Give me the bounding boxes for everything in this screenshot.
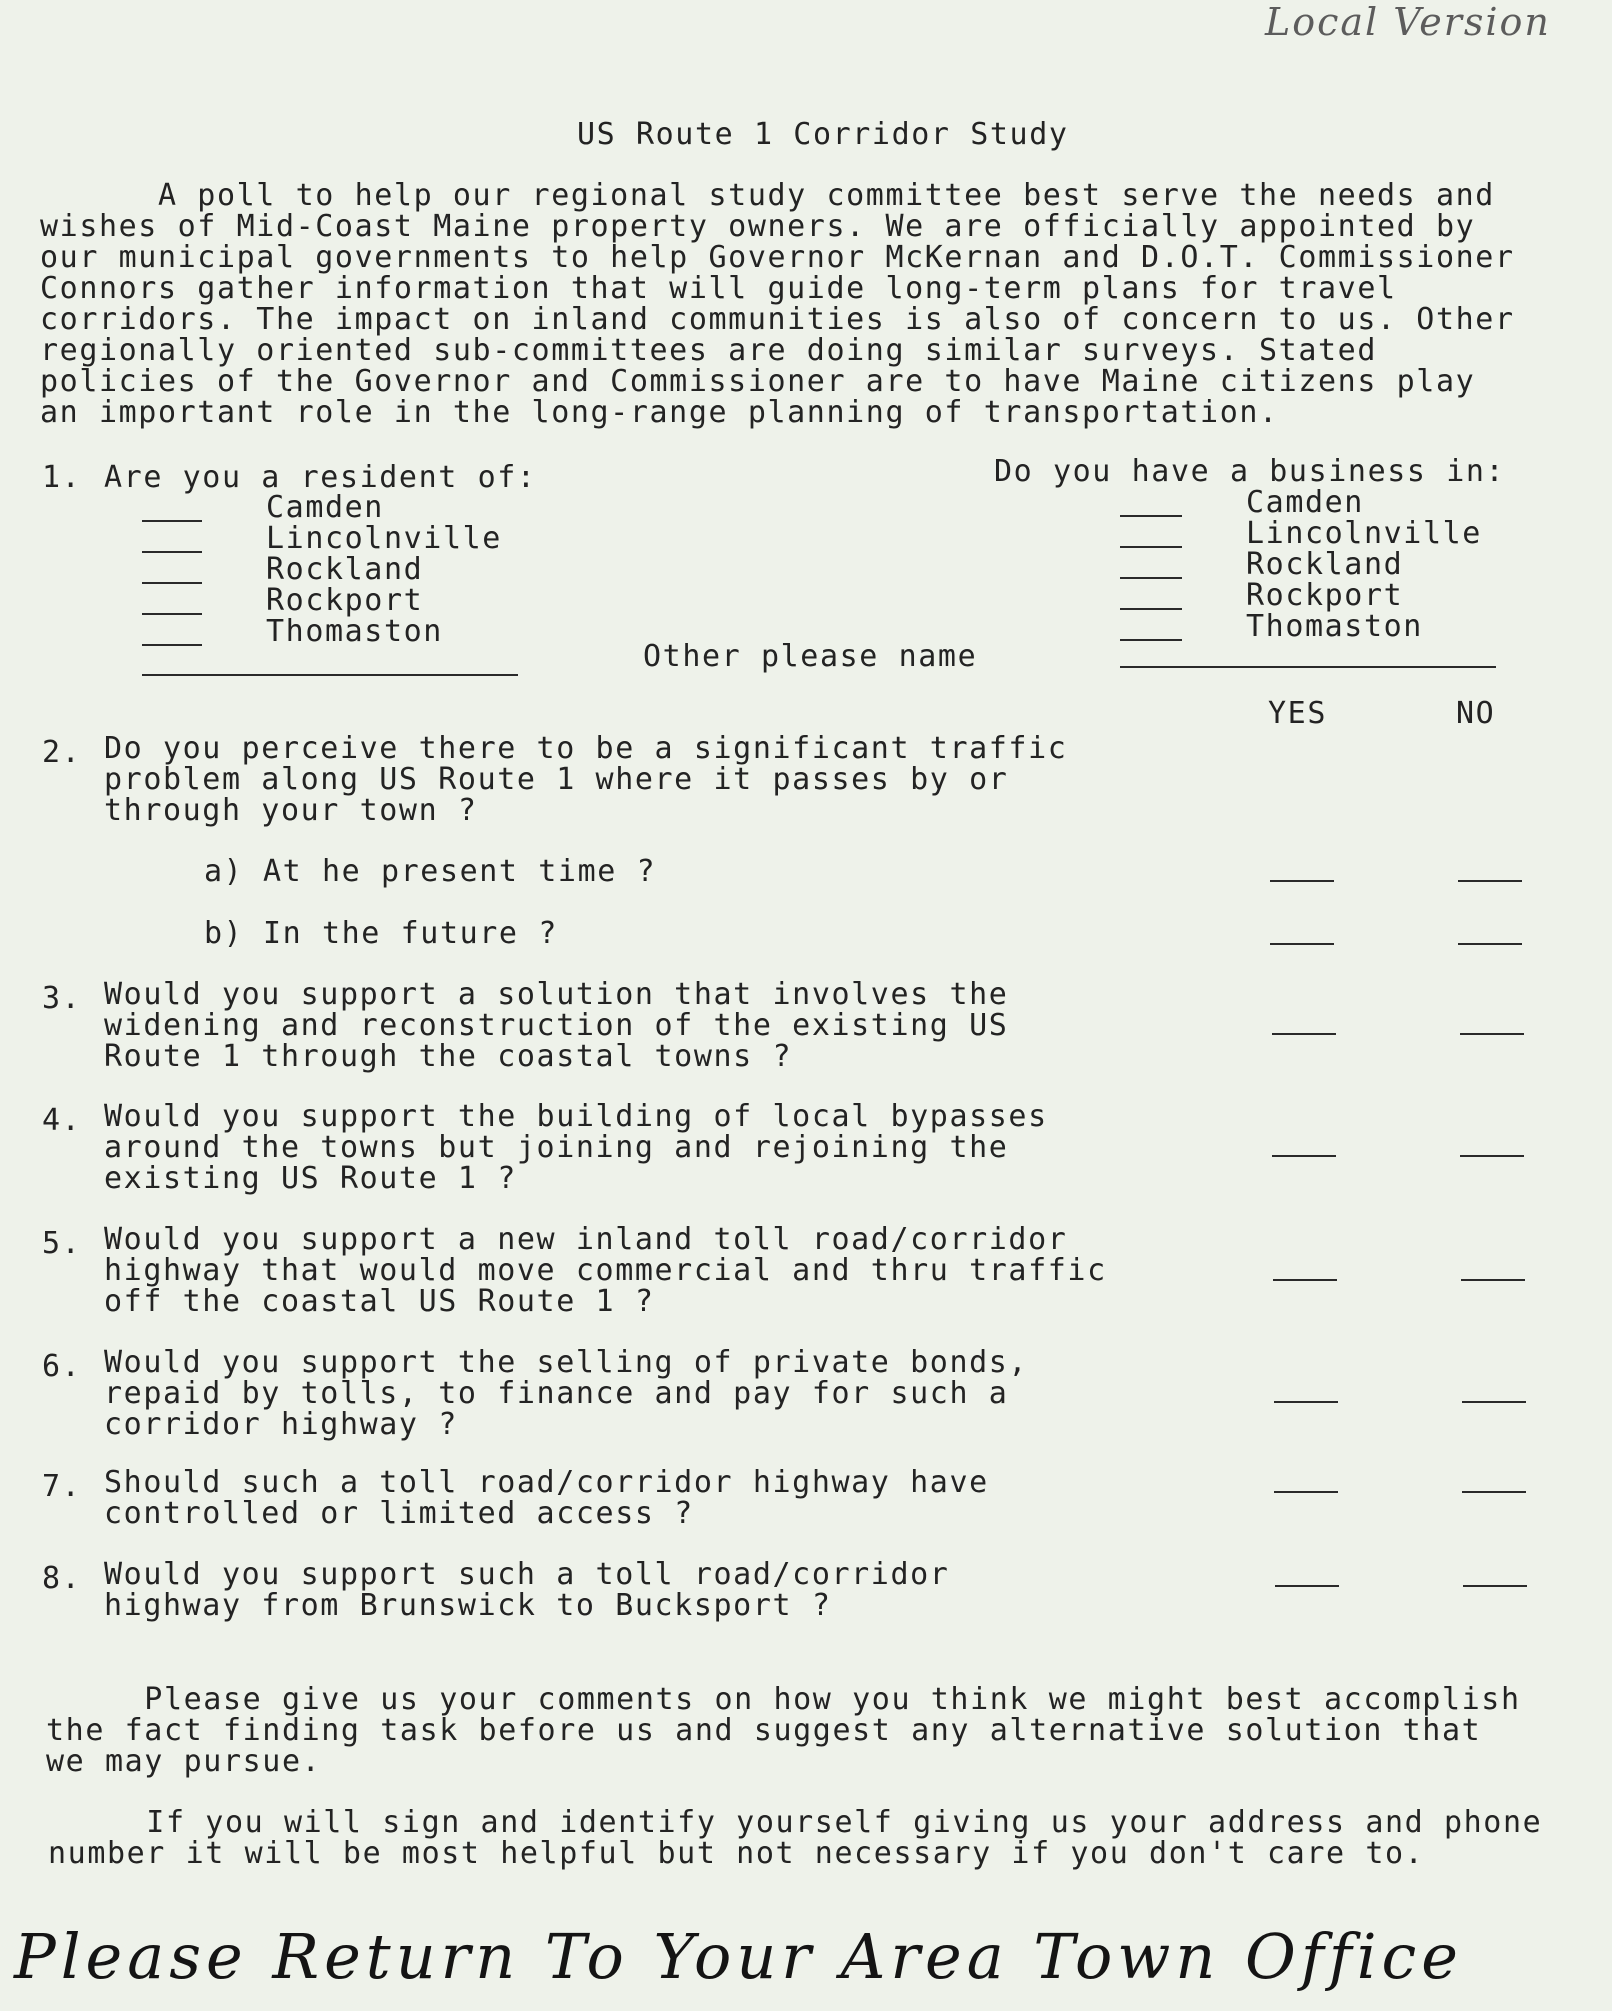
q2a-yes-blank[interactable] xyxy=(1270,880,1334,882)
question-number: 4. xyxy=(42,1103,82,1138)
business-town-label: Rockland xyxy=(1246,547,1404,582)
q2b-yes-blank[interactable] xyxy=(1270,943,1334,945)
question-text-line: corridor highway ? xyxy=(104,1407,458,1442)
question-text-line: problem along US Route 1 where it passes by or xyxy=(104,762,1009,797)
q8-no-blank[interactable] xyxy=(1463,1585,1527,1587)
identify-line: If you will sign and identify yourself giving us your address and phone xyxy=(48,1805,1543,1840)
question-number: 6. xyxy=(42,1349,82,1384)
q4-yes-blank[interactable] xyxy=(1272,1155,1336,1157)
business-town-label: Thomaston xyxy=(1246,609,1423,644)
question-text-line: Do you perceive there to be a significant traffic xyxy=(104,731,1068,766)
yes-header: YES xyxy=(1268,696,1327,731)
identify-line: number it will be most helpful but not necessary if you don't care to. xyxy=(48,1836,1425,1871)
q2a-text: a) At he present time ? xyxy=(204,854,657,889)
resident-rockland-blank[interactable] xyxy=(142,582,202,584)
q7-no-blank[interactable] xyxy=(1462,1491,1526,1493)
question-text-line: repaid by tolls, to finance and pay for such a xyxy=(104,1376,1009,1411)
q5-no-blank[interactable] xyxy=(1461,1279,1525,1281)
q6-no-blank[interactable] xyxy=(1462,1401,1526,1403)
question-text-line: Would you support the building of local bypasses xyxy=(104,1099,1048,1134)
resident-town-label: Thomaston xyxy=(266,614,443,649)
business-town-label: Rockport xyxy=(1246,578,1404,613)
business-rockport-blank[interactable] xyxy=(1120,608,1182,610)
question-number: 7. xyxy=(42,1469,82,1504)
question-text-line: Should such a toll road/corridor highway have xyxy=(104,1465,989,1500)
q3-yes-blank[interactable] xyxy=(1272,1033,1336,1035)
resident-other-blank[interactable] xyxy=(142,674,518,676)
q5-yes-blank[interactable] xyxy=(1273,1279,1337,1281)
question-number: 2. xyxy=(42,735,82,770)
intro-line: A poll to help our regional study committee best serve the needs and xyxy=(40,178,1495,213)
question-text-line: widening and reconstruction of the existing US xyxy=(104,1008,1009,1043)
comments-line: we may pursue. xyxy=(46,1744,322,1779)
business-rockland-blank[interactable] xyxy=(1120,577,1182,579)
q3-no-blank[interactable] xyxy=(1460,1033,1524,1035)
q2b-text: b) In the future ? xyxy=(204,916,558,951)
question-text-line: through your town ? xyxy=(104,793,478,828)
business-town-label: Camden xyxy=(1246,485,1364,520)
question-text-line: Would you support a solution that involves the xyxy=(104,977,1009,1012)
q7-yes-blank[interactable] xyxy=(1274,1491,1338,1493)
question-number: 1. xyxy=(42,460,82,495)
question-number: 5. xyxy=(42,1226,82,1261)
q2a-no-blank[interactable] xyxy=(1458,880,1522,882)
resident-thomaston-blank[interactable] xyxy=(142,644,202,646)
intro-line: corridors. The impact on inland communities is also of concern to us. Other xyxy=(40,302,1515,337)
resident-rockport-blank[interactable] xyxy=(142,613,202,615)
question-text-line: Would you support such a toll road/corridor xyxy=(104,1557,950,1592)
q8-yes-blank[interactable] xyxy=(1275,1585,1339,1587)
business-other-blank[interactable] xyxy=(1120,666,1496,668)
business-town-label: Lincolnville xyxy=(1246,516,1482,551)
comments-line: Please give us your comments on how you think we might best accomplish xyxy=(46,1682,1521,1717)
question-text-line: highway from Brunswick to Bucksport ? xyxy=(104,1588,832,1623)
business-lincolnville-blank[interactable] xyxy=(1120,546,1182,548)
question-text-line: controlled or limited access ? xyxy=(104,1496,694,1531)
intro-line: our municipal governments to help Governor McKernan and D.O.T. Commissioner xyxy=(40,240,1515,275)
q4-no-blank[interactable] xyxy=(1460,1155,1524,1157)
intro-line: an important role in the long-range planning of transportation. xyxy=(40,395,1279,430)
question-text-line: Route 1 through the coastal towns ? xyxy=(104,1039,793,1074)
question-text-line: off the coastal US Route 1 ? xyxy=(104,1284,655,1319)
handwritten-note-local-version: Local Version xyxy=(1265,0,1551,44)
other-please-name-label: Other please name xyxy=(643,639,978,674)
question-text-line: existing US Route 1 ? xyxy=(104,1161,517,1196)
question-text-line: around the towns but joining and rejoining the xyxy=(104,1130,1009,1165)
resident-lincolnville-blank[interactable] xyxy=(142,551,202,553)
page-title: US Route 1 Corridor Study xyxy=(577,117,1069,152)
resident-town-label: Rockland xyxy=(266,552,424,587)
intro-line: regionally oriented sub-committees are doing similar surveys. Stated xyxy=(40,333,1377,368)
resident-town-label: Lincolnville xyxy=(266,521,502,556)
q6-yes-blank[interactable] xyxy=(1274,1401,1338,1403)
resident-town-label: Camden xyxy=(266,490,384,525)
question-text-line: Would you support the selling of private bonds, xyxy=(104,1345,1029,1380)
intro-line: Connors gather information that will guide long-term plans for travel xyxy=(40,271,1397,306)
question-number: 3. xyxy=(42,981,82,1016)
intro-line: wishes of Mid-Coast Maine property owners. We are officially appointed by xyxy=(40,209,1476,244)
no-header: NO xyxy=(1456,696,1496,731)
resident-camden-blank[interactable] xyxy=(142,520,202,522)
q2b-no-blank[interactable] xyxy=(1458,943,1522,945)
comments-line: the fact finding task before us and suggest any alternative solution that xyxy=(46,1713,1482,1748)
question-text-line: Would you support a new inland toll road/corridor xyxy=(104,1222,1068,1257)
business-thomaston-blank[interactable] xyxy=(1120,639,1182,641)
resident-town-label: Rockport xyxy=(266,583,424,618)
question-number: 8. xyxy=(42,1561,82,1596)
business-camden-blank[interactable] xyxy=(1120,515,1182,517)
question-text-line: highway that would move commercial and thru traffic xyxy=(104,1253,1107,1288)
resident-label: Are you a resident of: xyxy=(104,460,537,495)
intro-line: policies of the Governor and Commissioner are to have Maine citizens play xyxy=(40,364,1476,399)
business-label: Do you have a business in: xyxy=(994,454,1506,489)
handwritten-return-instruction: Please Return To Your Area Town Office xyxy=(14,1920,1463,1993)
